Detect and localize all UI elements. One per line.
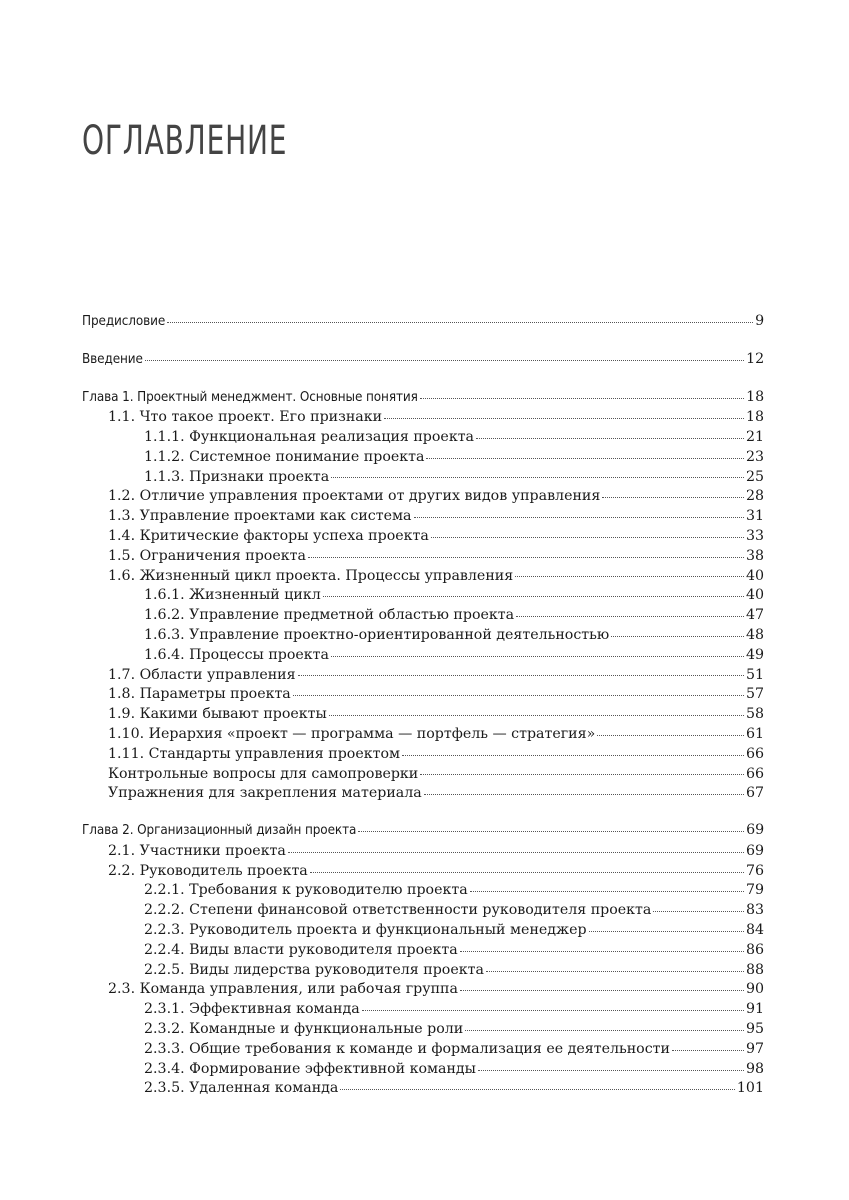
toc-entry-title: 2.3.5. Удаленная команда — [144, 1080, 339, 1097]
toc-entry-title: Контрольные вопросы для самопроверки — [108, 765, 419, 782]
toc-page-number: 66 — [745, 765, 764, 782]
toc-page-number: 48 — [745, 626, 764, 643]
toc-page-number: 76 — [745, 862, 764, 879]
toc-dot-leader — [145, 348, 744, 361]
toc-entry-title: 1.5. Ограничения проекта — [108, 547, 306, 564]
toc-dot-leader — [476, 425, 744, 439]
toc-dot-leader — [308, 544, 744, 558]
toc-dot-leader — [672, 1037, 744, 1051]
toc-entry-title: 2.2.2. Степени финансовой ответственности руководителя проекта — [144, 902, 652, 919]
toc-dot-leader — [431, 524, 744, 538]
toc-dot-leader — [414, 504, 744, 518]
toc-dot-leader — [167, 310, 753, 323]
toc-entry-title: 1.6.2. Управление предметной областью проекта — [144, 607, 515, 624]
toc-entry-title: 1.6.4. Процессы проекта — [144, 646, 329, 663]
toc-dot-leader — [331, 465, 744, 479]
toc-dot-leader — [460, 978, 744, 992]
toc-dot-leader — [470, 879, 744, 893]
toc-page-number: 21 — [745, 428, 764, 445]
toc-entry-title: 1.4. Критические факторы успеха проекта — [108, 527, 429, 544]
toc-chapter-entry — [82, 350, 764, 370]
toc-page-number: 33 — [745, 527, 764, 544]
toc-page-number: 95 — [745, 1021, 764, 1038]
toc-dot-leader — [460, 938, 744, 952]
toc-entry-title: Упражнения для закрепления материала — [108, 785, 422, 802]
toc-page-number: 9 — [755, 313, 764, 330]
toc-dot-leader — [597, 722, 744, 736]
toc-dot-leader — [516, 603, 744, 617]
toc-dot-leader — [478, 1057, 744, 1071]
toc-page-number: 79 — [745, 882, 764, 899]
toc-entry-title: 1.6. Жизненный цикл проекта. Процессы управления — [108, 567, 514, 584]
toc-dot-leader — [420, 386, 744, 399]
toc-subsection-entry — [82, 1019, 764, 1039]
toc-dot-leader — [611, 623, 744, 637]
toc-entry-title: 1.2. Отличие управления проектами от других видов управления — [108, 488, 601, 505]
toc-section-entry — [82, 784, 764, 804]
toc-entry-title: 1.11. Стандарты управления проектом — [108, 745, 401, 762]
toc-page-number: 38 — [745, 547, 764, 564]
toc-page-number: 49 — [745, 646, 764, 663]
toc-page-number: 28 — [745, 488, 764, 505]
toc-page-number: 101 — [736, 1080, 764, 1097]
toc-page-number: 69 — [746, 822, 764, 839]
toc-entry-title: Введение — [82, 351, 143, 367]
toc-page-number: 58 — [745, 706, 764, 723]
toc-entry-title: 2.2. Руководитель проекта — [108, 862, 308, 879]
toc-page-number: 91 — [745, 1001, 764, 1018]
toc-page-number: 40 — [745, 587, 764, 604]
toc-dot-leader — [653, 898, 744, 912]
table-of-contents — [82, 312, 764, 1098]
toc-entry-title: 1.6.1. Жизненный цикл — [144, 587, 321, 604]
toc-page-number: 40 — [745, 567, 764, 584]
toc-entry-title: 2.1. Участники проекта — [108, 842, 286, 859]
toc-page-number: 67 — [745, 785, 764, 802]
toc-dot-leader — [331, 643, 744, 657]
toc-dot-leader — [362, 997, 744, 1011]
toc-page-number: 84 — [745, 922, 764, 939]
toc-entry-title: Глава 2. Организационный дизайн проекта — [82, 823, 357, 839]
toc-page-number: 61 — [745, 725, 764, 742]
toc-page-number: 98 — [745, 1060, 764, 1077]
toc-dot-leader — [288, 839, 744, 853]
toc-entry-title: 1.1.1. Функциональная реализация проекта — [144, 428, 475, 445]
toc-dot-leader — [486, 958, 744, 972]
toc-dot-leader — [465, 1017, 744, 1031]
toc-dot-leader — [340, 1077, 735, 1091]
toc-entry-title: 1.10. Иерархия «проект — программа — портфель — стратегия» — [108, 725, 596, 742]
toc-entry-title: 2.2.1. Требования к руководителю проекта — [144, 882, 468, 899]
toc-page-number: 18 — [746, 388, 764, 405]
toc-page-number: 88 — [745, 961, 764, 978]
toc-entry-title: 1.6.3. Управление проектно-ориентированной деятельностью — [144, 626, 610, 643]
toc-dot-leader — [424, 781, 744, 795]
toc-dot-leader — [515, 564, 744, 578]
toc-entry-title: 1.1.3. Признаки проекта — [144, 468, 330, 485]
toc-entry-title: 2.2.3. Руководитель проекта и функциональный менеджер — [144, 922, 587, 939]
toc-chapter-entry — [82, 312, 764, 332]
toc-entry-title: 1.1. Что такое проект. Его признаки — [108, 409, 383, 426]
toc-dot-leader — [384, 405, 744, 419]
toc-page-number: 83 — [745, 902, 764, 919]
toc-entry-title: 2.3.4. Формирование эффективной команды — [144, 1060, 476, 1077]
toc-entry-title: 2.2.4. Виды власти руководителя проекта — [144, 941, 458, 958]
toc-page-number: 66 — [745, 745, 764, 762]
toc-entry-title: 1.3. Управление проектами как система — [108, 508, 412, 525]
toc-page-number: 25 — [745, 468, 764, 485]
toc-dot-leader — [358, 819, 744, 832]
toc-entry-title: 1.7. Области управления — [108, 666, 296, 683]
toc-page-number: 57 — [745, 686, 764, 703]
toc-dot-leader — [310, 859, 744, 873]
toc-entry-title: 2.3.1. Эффективная команда — [144, 1001, 360, 1018]
toc-dot-leader — [323, 583, 744, 597]
toc-page-number: 51 — [745, 666, 764, 683]
toc-entry-title: Предисловие — [82, 314, 166, 330]
toc-dot-leader — [602, 484, 744, 498]
toc-page-number: 31 — [745, 508, 764, 525]
toc-dot-leader — [293, 682, 744, 696]
toc-page-number: 86 — [745, 941, 764, 958]
toc-entry-title: 2.3. Команда управления, или рабочая группа — [108, 981, 458, 998]
toc-page-number: 12 — [746, 350, 764, 367]
toc-dot-leader — [329, 702, 744, 716]
toc-dot-leader — [426, 445, 744, 459]
toc-entry-title: 1.9. Какими бывают проекты — [108, 706, 327, 723]
toc-page-number: 18 — [745, 409, 764, 426]
toc-entry-title: 1.8. Параметры проекта — [108, 686, 291, 703]
toc-page-number: 23 — [745, 448, 764, 465]
toc-dot-leader — [420, 762, 744, 776]
toc-entry-title: Глава 1. Проектный менеджмент. Основные понятия — [82, 389, 418, 405]
toc-entry-title: 2.3.3. Общие требования к команде и формализация ее деятельности — [144, 1040, 670, 1057]
toc-page-number: 97 — [745, 1040, 764, 1057]
page-title: ОГЛАВЛЕНИЕ — [82, 118, 288, 164]
toc-dot-leader — [589, 918, 744, 932]
toc-page-number: 47 — [745, 607, 764, 624]
toc-entry-title: 2.3.2. Командные и функциональные роли — [144, 1021, 464, 1038]
toc-dot-leader — [402, 742, 744, 756]
toc-page-number: 90 — [745, 981, 764, 998]
toc-page-number: 69 — [745, 842, 764, 859]
toc-entry-title: 2.2.5. Виды лидерства руководителя проекта — [144, 961, 484, 978]
toc-entry-title: 1.1.2. Системное понимание проекта — [144, 448, 425, 465]
toc-dot-leader — [298, 663, 744, 677]
toc-subsection-entry — [82, 1079, 764, 1099]
